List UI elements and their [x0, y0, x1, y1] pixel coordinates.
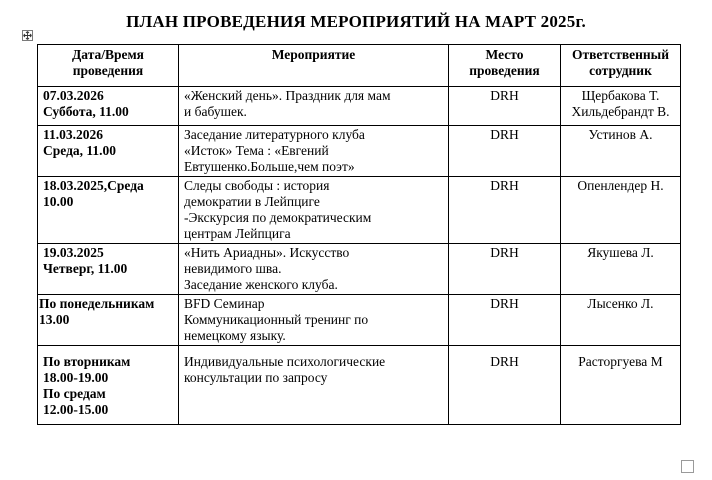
cell-date: По вторникам 18.00-19.00 По средам 12.00-15.00 [38, 346, 179, 425]
cell-event: Индивидуальные психологические консультации по запросу [179, 346, 449, 425]
table-row [38, 346, 681, 425]
cell-person: Щербакова Т. Хильдебрандт В. [561, 87, 681, 126]
cell-event: «Нить Ариадны». Искусство невидимого шва. Заседание женского клуба. [179, 244, 449, 295]
cell-date: 18.03.2025,Среда 10.00 [38, 177, 179, 244]
cell-event: BFD Семинар Коммуникационный тренинг по немецкому языку. [179, 295, 449, 346]
cell-event: «Женский день». Праздник для мам и бабушек. [179, 87, 449, 126]
cell-person: Расторгуева М [561, 346, 681, 425]
events-table [37, 44, 681, 425]
table-header-row [38, 45, 681, 87]
document-title: ПЛАН ПРОВЕДЕНИЯ МЕРОПРИЯТИЙ НА МАРТ 2025г. [126, 12, 586, 31]
cell-date: 19.03.2025 Четверг, 11.00 [38, 244, 179, 295]
header-person: Ответственный сотрудник [561, 45, 681, 87]
table-row [38, 87, 681, 126]
cell-place: DRH [449, 295, 561, 346]
table-move-handle-icon[interactable] [22, 30, 33, 41]
header-date: Дата/Время проведения [38, 45, 179, 87]
table-row [38, 244, 681, 295]
cell-date: 11.03.2026 Среда, 11.00 [38, 126, 179, 177]
cell-person: Устинов А. [561, 126, 681, 177]
table-row [38, 126, 681, 177]
table-row [38, 295, 681, 346]
table-row [38, 177, 681, 244]
table-resize-handle[interactable] [681, 460, 694, 473]
header-place: Место проведения [449, 45, 561, 87]
cell-person: Лысенко Л. [561, 295, 681, 346]
cell-place: DRH [449, 177, 561, 244]
cell-person: Якушева Л. [561, 244, 681, 295]
cell-date: 07.03.2026 Суббота, 11.00 [38, 87, 179, 126]
cell-place: DRH [449, 126, 561, 177]
cell-place: DRH [449, 87, 561, 126]
cell-event: Заседание литературного клуба «Исток» Тема : «Евгений Евтушенко.Больше,чем поэт» [179, 126, 449, 177]
cell-person: Опенлендер Н. [561, 177, 681, 244]
cell-event: Следы свободы : история демократии в Лейпциге -Экскурсия по демократическим центрам Лейпцига [179, 177, 449, 244]
cell-place: DRH [449, 346, 561, 425]
cell-date: По понедельникам 13.00 [38, 295, 179, 346]
header-event: Мероприятие [179, 45, 449, 87]
cell-place: DRH [449, 244, 561, 295]
